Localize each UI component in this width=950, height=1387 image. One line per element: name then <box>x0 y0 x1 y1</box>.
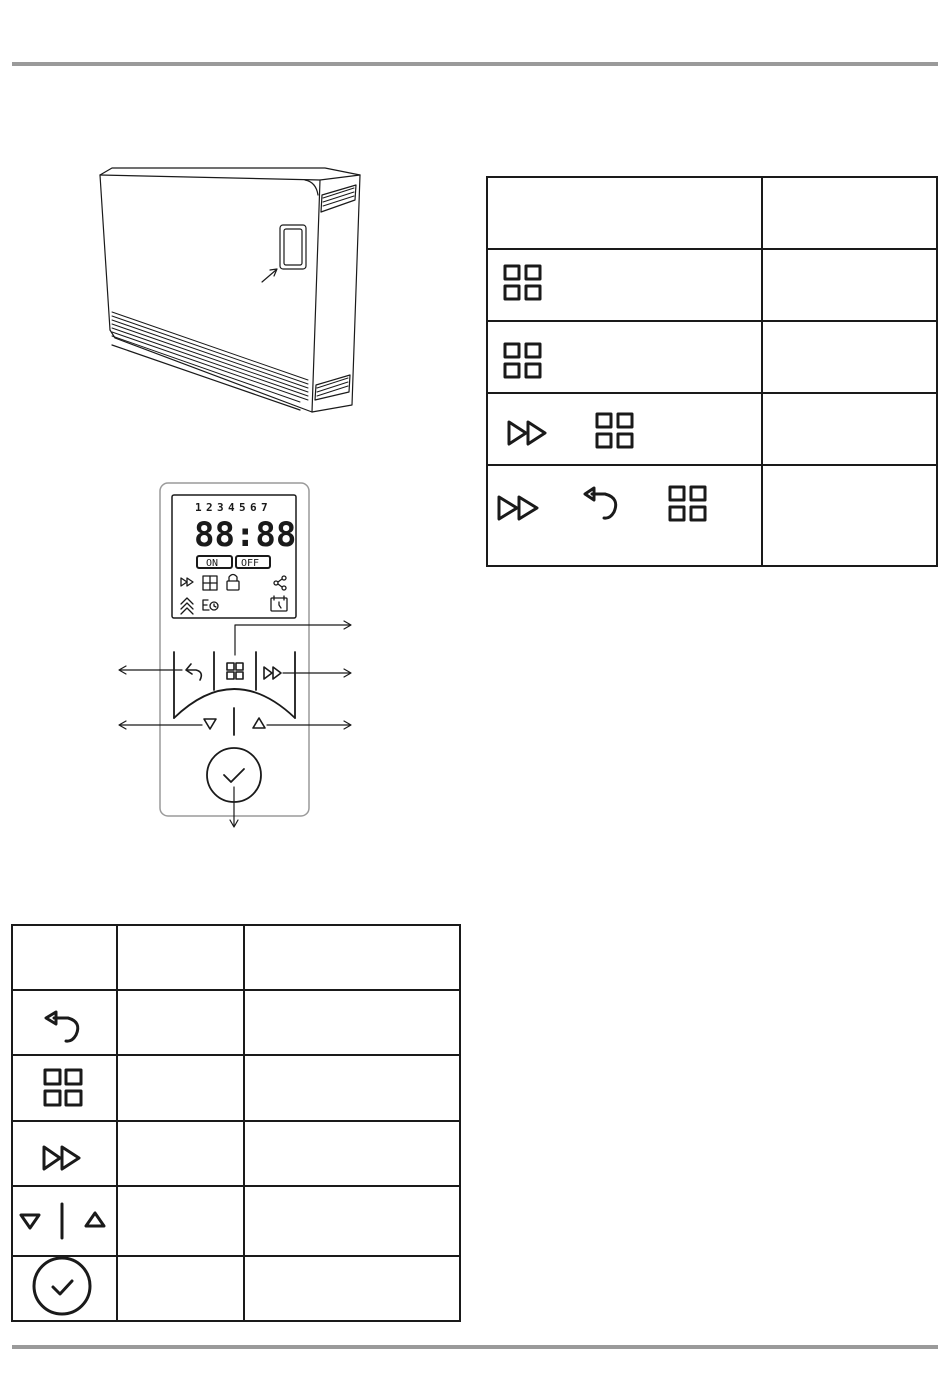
lcd-on-label: ON <box>206 558 219 569</box>
lcd-day-5: 5 <box>239 501 246 514</box>
lcd-day-7: 7 <box>261 501 268 514</box>
lcd-day-numbers: 1 <box>195 501 202 514</box>
lcd-time: 88:88 <box>194 515 297 555</box>
lcd-day-3: 3 <box>217 501 224 514</box>
lcd-day-4: 4 <box>228 501 235 514</box>
lcd-day-2: 2 <box>206 501 213 514</box>
lcd-off-label: OFF <box>241 558 260 569</box>
lcd-day-6: 6 <box>250 501 257 514</box>
